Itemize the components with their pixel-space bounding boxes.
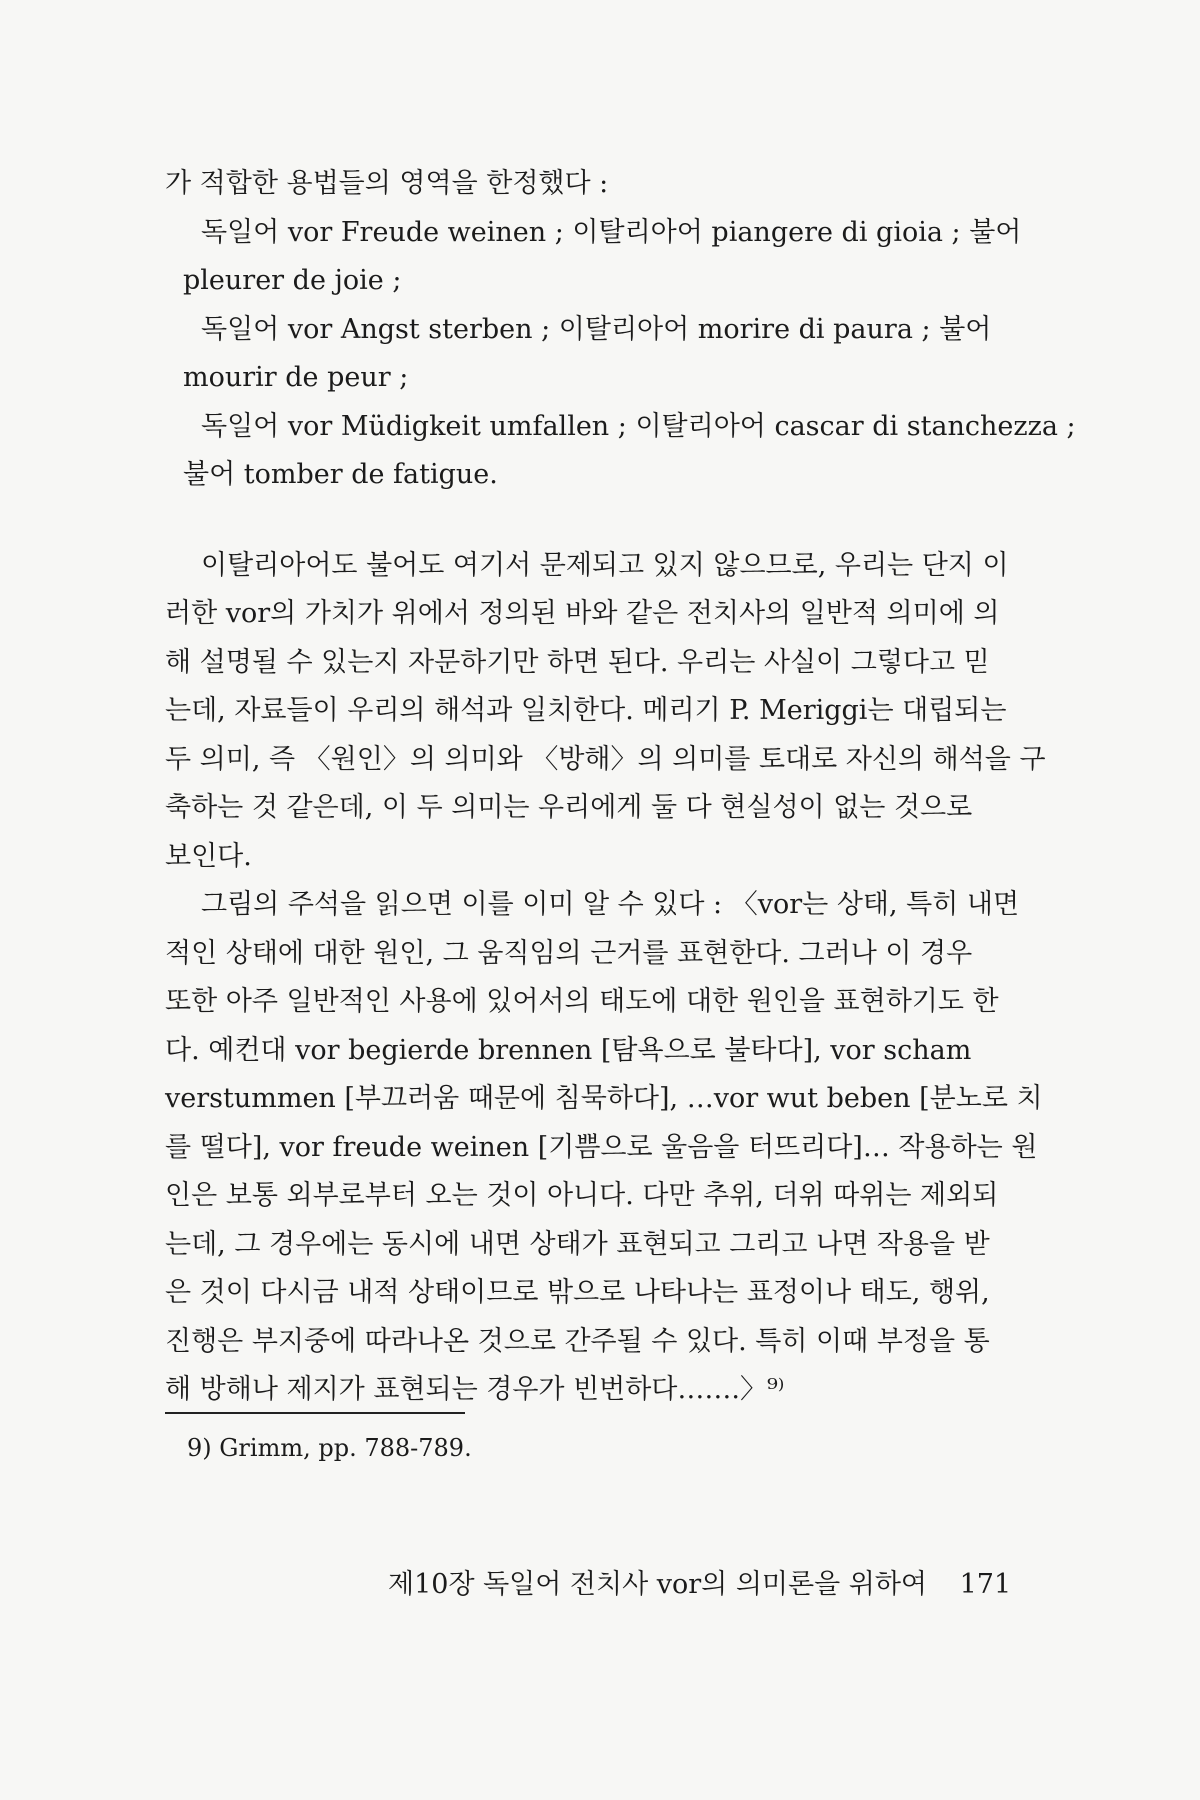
chapter-title: 제10장 독일어 전치사 vor의 의미론을 위하여 [388,1569,927,1600]
paragraph-line: 그림의 주석을 읽으면 이를 이미 알 수 있다 : 〈vor는 상태, 특히 내면 [201,889,1020,920]
paragraph-line: 진행은 부지중에 따라나온 것으로 간주될 수 있다. 특히 이때 부정을 통 [165,1325,990,1357]
paragraph-line: 축하는 것 같은데, 이 두 의미는 우리에게 둘 다 현실성이 없는 것으로 [165,792,973,823]
example-line: 독일어 vor Freude weinen ; 이탈리아어 piangere di gioia ; 불어 [201,216,1022,248]
page-number: 171 [959,1569,1012,1600]
paragraph-line: 다. 예컨대 vor begierde brennen [탐욕으로 불타다], vor scham [165,1034,972,1066]
paragraph-line: 또한 아주 일반적인 사용에 있어서의 태도에 대한 원인을 표현하기도 한 [165,986,999,1017]
example-continuation: pleurer de joie ; [183,265,402,296]
footnote-divider [165,1412,465,1414]
example-continuation: 불어 tomber de fatigue. [183,459,498,490]
paragraph-line: 이탈리아어도 불어도 여기서 문제되고 있지 않으므로, 우리는 단지 이 [201,549,1009,581]
paragraph-line: 인은 보통 외부로부터 오는 것이 아니다. 다만 추위, 더위 따위는 제외되 [165,1180,999,1211]
paragraph-line: 해 방해나 제지가 표현되는 경우가 빈번하다…….〉⁹⁾ [165,1374,785,1405]
paragraph-line: 는데, 그 경우에는 동시에 내면 상태가 표현되고 그리고 나면 작용을 받 [165,1228,990,1260]
paragraph-line: 두 의미, 즉 〈원인〉의 의미와 〈방해〉의 의미를 토대로 자신의 해석을 구 [165,743,1046,775]
lead-line: 가 적합한 용법들의 영역을 한정했다 : [165,168,609,199]
paragraph-line: 은 것이 다시금 내적 상태이므로 밖으로 나타나는 표정이나 태도, 행위, [165,1277,990,1308]
example-line: 독일어 vor Müdigkeit umfallen ; 이탈리아어 cascar di stanchezza ; [201,410,1076,442]
page-body [165,160,1076,1415]
example-line: 독일어 vor Angst sterben ; 이탈리아어 morire di paura ; 불어 [201,313,992,345]
footnote: 9) Grimm, pp. 788-789. [187,1434,472,1462]
running-footer [388,1568,1011,1602]
paragraph-line: 러한 vor의 가치가 위에서 정의된 바와 같은 전치사의 일반적 의미에 의 [165,598,1000,629]
paragraph-line: 적인 상태에 대한 원인, 그 움직임의 근거를 표현한다. 그러나 이 경우 [165,937,973,969]
paragraph-line: 보인다. [165,840,252,872]
paragraph-line: 는데, 자료들이 우리의 해석과 일치한다. 메리기 P. Meriggi는 대립되는 [165,695,1007,726]
paragraph-line: 해 설명될 수 있는지 자문하기만 하면 된다. 우리는 사실이 그렇다고 믿 [165,646,990,678]
example-continuation: mourir de peur ; [183,362,409,393]
paragraph-line: 를 떨다], vor freude weinen [기쁨으로 울음을 터뜨리다]… 작용하는 원 [165,1131,1038,1163]
paragraph-line: verstummen [부끄러움 때문에 침묵하다], …vor wut beben [분노로 치 [165,1083,1043,1114]
